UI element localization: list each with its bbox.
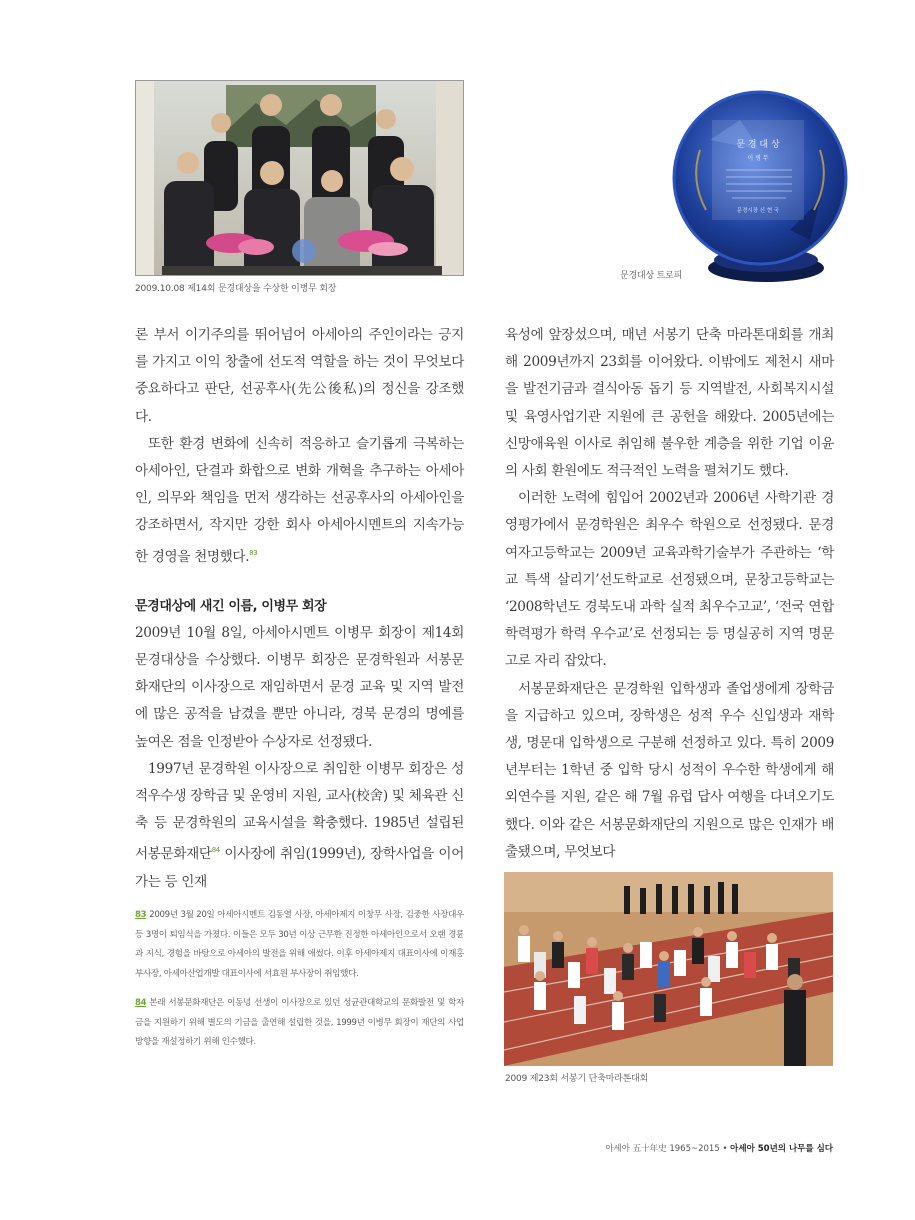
- footnote-84: [135, 994, 464, 1053]
- left-paragraph-1: 론 부서 이기주의를 뛰어넘어 아세아의 주인이라는 긍지를 가지고 이익 창출에 선도적 역할을 하는 것이 무엇보다 중요하다고 판단, 선공후사(先公後私)의 정신을 강조했다.: [135, 327, 464, 425]
- trophy-illustration: [670, 80, 850, 290]
- footnote-83: [135, 906, 464, 984]
- right-column: [505, 322, 834, 866]
- group-photo-caption: 2009.10.08 제14회 문경대상을 수상한 이병무 회장: [135, 284, 337, 294]
- footnote-text: 2009년 3월 20일 아세아시멘트 김동열 사장, 아세아제지 이창무 사장, 김중한 사장대우 등 3명이 퇴임식을 가졌다. 이들은 모두 30년 이상 근무한 진정한 아세아인으로서 오랜 경륜과 지식, 경험을 바탕으로 아세아의 발전을 위해 애썼다. 이후 아세아제지 대표이사에 이재홍 부사장, 아세아산업개발 대표이사에 서효원 부사장이 취임했다.: [135, 910, 464, 979]
- trophy-title: 문 경 대 상: [736, 140, 780, 150]
- footnote-ref-83[interactable]: 83: [249, 548, 258, 557]
- page-footer: [605, 1142, 833, 1154]
- left-column: [135, 322, 464, 896]
- footer-book-title: 아세아 五十年史 1965~2015: [605, 1144, 720, 1154]
- trophy-photo: [670, 80, 850, 290]
- footnote-number: 83: [135, 910, 147, 920]
- right-paragraph-1: 육성에 앞장섰으며, 매년 서봉기 단축 마라톤대회를 개최해 2009년까지 23회를 이어왔다. 이밖에도 제천시 새마을 발전기금과 결식아동 돕기 등 지역발전, 사회복지시설 및 육영사업기관 지원에 큰 공헌을 해왔다. 2005년에는 신망애육원 이사로 취임해 불우한 계층을 위한 기업 이윤의 사회 환원에도 적극적인 노력을 펼쳐기도 했다.: [505, 327, 834, 480]
- footnote-number: 84: [135, 998, 147, 1008]
- trophy-recipient: 이 병 무: [747, 155, 769, 162]
- marathon-illustration: [504, 872, 833, 1066]
- right-paragraph-2: 이러한 노력에 힘입어 2002년과 2006년 사학기관 경영평가에서 문경학원은 최우수 학원으로 선정됐다. 문경여자고등학교는 2009년 교육과학기술부가 주관하는 ‘학교 특색 살리기’선도학교로 선정됐으며, 문창고등학교는 ‘2008학년도 경북도내 과학 실적 최우수고교’, ‘전국 연합 학력평가 학력 우수교’로 선정되는 등 명실공히 지역 명문고로 자리 잡았다.: [505, 490, 834, 670]
- trophy-mayor: 문경시장 신 현 국: [736, 208, 780, 214]
- marathon-photo-caption: 2009 제23회 서봉기 단축마라톤대회: [505, 1074, 649, 1084]
- section-heading: 문경대상에 새긴 이름, 이병무 회장: [135, 598, 327, 614]
- left-paragraph-2: 또한 환경 변화에 신속히 적응하고 슬기롭게 극복하는 아세아인, 단결과 화합으로 변화 개혁을 추구하는 아세아인, 의무와 책임을 먼저 생각하는 선공후사의 아세아인을 강조하면서, 작지만 강한 회사 아세아시멘트의 지속가능한 경영을 천명했다.$^{83}$: [135, 435, 464, 565]
- right-paragraph-3: 서봉문화재단은 문경학원 입학생과 졸업생에게 장학금을 지급하고 있으며, 장학생은 성적 우수 신입생과 재학생, 명문대 입학생으로 구분해 선정하고 있다. 특히 2009년부터는 1학년 중 입학 당시 성적이 우수한 학생에게 해외연수를 지원, 같은 해 7월 유럽 답사 여행을 다녀오기도 했다. 이와 같은 서봉문화재단의 지원으로 많은 인재가 배출됐으며, 무엇보다: [505, 680, 834, 860]
- trophy-caption: 문경대상 트로피: [620, 271, 683, 281]
- left-paragraph-4: 1997년 문경학원 이사장으로 취임한 이병무 회장은 성적우수생 장학금 및 운영비 지원, 교사(校舍) 및 체육관 신축 등 문경학원의 교육시설을 확충했다. 1985년 설립된 서봉문화재단$^{84}$ 이사장에 취임(1999년), 장학사업을 이어가는 등 인재: [135, 760, 464, 890]
- left-paragraph-3: 2009년 10월 8일, 아세아시멘트 이병무 회장이 제14회 문경대상을 수상했다. 이병무 회장은 문경학원과 서봉문화재단의 이사장으로 재임하면서 문경 교육 및 지역 발전에 많은 공적을 남겼을 뿐만 아니라, 경북 문경의 명예를 높여온 점을 인정받아 수상자로 선정됐다.: [135, 624, 464, 750]
- footnotes: [135, 906, 464, 1053]
- footer-chapter-title: 아세아 50년의 나무를 심다: [730, 1144, 833, 1154]
- footnote-ref-84[interactable]: 84: [211, 846, 220, 855]
- group-photo: [135, 80, 464, 276]
- marathon-photo: [504, 872, 833, 1066]
- group-photo-illustration: [136, 81, 464, 276]
- footnote-text: 본래 서봉문화재단은 이동녕 선생이 이사장으로 있던 성균관대학교의 문화발전 및 학자금을 지원하기 위해 별도의 기금을 출연해 설립한 것을, 1999년 이병무 회장이 재단의 사업 방향을 재설정하기 위해 인수했다.: [135, 998, 464, 1047]
- footer-separator: •: [722, 1144, 728, 1154]
